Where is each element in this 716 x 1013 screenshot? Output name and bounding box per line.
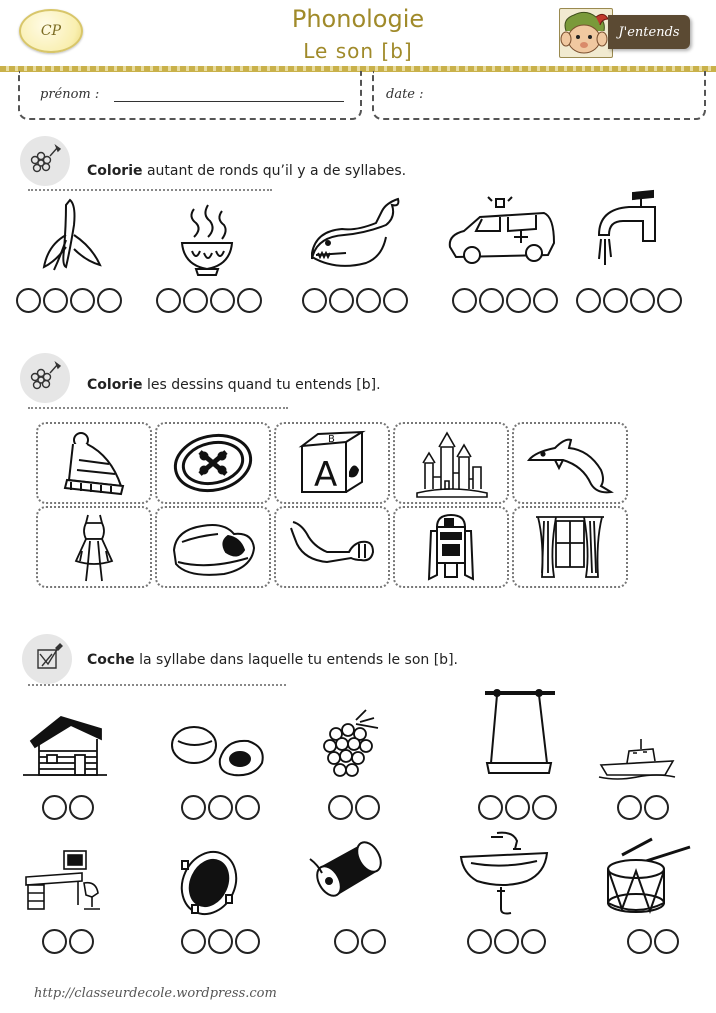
balancoire-picture (480, 686, 560, 782)
faucet-picture (592, 186, 670, 272)
name-label: prénom : (40, 87, 100, 102)
framboise-picture (316, 708, 386, 784)
bateau-picture (596, 736, 678, 782)
section-tag-label: J'entends (618, 24, 680, 40)
grade-badge-label: CP (40, 23, 62, 39)
syllable-circle[interactable] (69, 929, 94, 954)
syllable-circle[interactable] (452, 288, 477, 313)
syllable-circle[interactable] (494, 929, 519, 954)
syllable-circle[interactable] (208, 929, 233, 954)
instruction-3-underline (28, 684, 286, 686)
paintbrush-flower-icon (20, 353, 70, 403)
syllable-circle[interactable] (210, 288, 235, 313)
syllable-circle[interactable] (328, 795, 353, 820)
card-dauphin[interactable] (512, 422, 628, 504)
syllable-circles-banana[interactable] (16, 288, 122, 313)
paintbrush-flower-icon (20, 136, 70, 186)
syllable-circle[interactable] (576, 288, 601, 313)
syllable-circle[interactable] (329, 288, 354, 313)
card-rideau[interactable] (512, 506, 628, 588)
syllable-circle[interactable] (532, 795, 557, 820)
instruction-1-verb: Colorie (87, 163, 143, 179)
card-robot[interactable] (393, 506, 509, 588)
date-label: date : (386, 87, 424, 102)
syllable-circles-tambourin[interactable] (181, 929, 260, 954)
syllable-circle[interactable] (235, 929, 260, 954)
syllable-circle[interactable] (42, 795, 67, 820)
syllable-circle[interactable] (183, 288, 208, 313)
instruction-1-text: autant de ronds qu’il y a de syllabes. (142, 163, 407, 179)
bowl-picture (172, 200, 242, 280)
instruction-2 (87, 377, 381, 393)
mascot-image (559, 8, 613, 58)
syllable-circle[interactable] (356, 288, 381, 313)
syllable-circle[interactable] (644, 795, 669, 820)
syllable-circles-balancoire[interactable] (478, 795, 557, 820)
syllable-circles-framboise[interactable] (328, 795, 380, 820)
tambour-picture (602, 832, 696, 920)
footer-url[interactable]: http://classeurdecole.wordpress.com (34, 986, 277, 1001)
card-chateau[interactable] (393, 422, 509, 504)
syllable-circle[interactable] (533, 288, 558, 313)
section-tag (608, 15, 690, 49)
syllable-circle[interactable] (521, 929, 546, 954)
syllable-circle[interactable] (70, 288, 95, 313)
card-bouton[interactable] (155, 422, 271, 504)
syllable-circle[interactable] (156, 288, 181, 313)
syllable-circle[interactable] (383, 288, 408, 313)
instruction-1 (87, 163, 406, 179)
syllable-circles-ambulance[interactable] (452, 288, 558, 313)
pencil-check-icon (22, 634, 72, 684)
bobine-picture (308, 838, 384, 908)
syllable-circles-whale[interactable] (302, 288, 408, 313)
cabane-picture (20, 710, 108, 780)
syllable-circles-bureau[interactable] (42, 929, 94, 954)
instruction-3-verb: Coche (87, 652, 135, 668)
instruction-3 (87, 652, 458, 668)
syllable-circle[interactable] (237, 288, 262, 313)
banana-picture (34, 194, 108, 276)
syllable-circle[interactable] (208, 795, 233, 820)
syllable-circle[interactable] (16, 288, 41, 313)
instruction-2-verb: Colorie (87, 377, 143, 393)
syllable-circles-abricot[interactable] (181, 795, 260, 820)
syllable-circle[interactable] (478, 795, 503, 820)
syllable-circles-faucet[interactable] (576, 288, 682, 313)
syllable-circles-cabane[interactable] (42, 795, 94, 820)
syllable-circle[interactable] (603, 288, 628, 313)
syllable-circles-tambour[interactable] (627, 929, 679, 954)
card-bras[interactable] (274, 506, 390, 588)
instruction-2-text: les dessins quand tu entends [b]. (142, 377, 381, 393)
syllable-circle[interactable] (355, 795, 380, 820)
syllable-circle[interactable] (43, 288, 68, 313)
syllable-circles-bobine[interactable] (334, 929, 386, 954)
instruction-2-underline (28, 407, 288, 409)
card-bonnet[interactable] (36, 422, 152, 504)
card-robe[interactable] (36, 506, 152, 588)
ambulance-picture (443, 194, 559, 272)
date-field-box[interactable] (372, 71, 706, 120)
syllable-circle[interactable] (505, 795, 530, 820)
syllable-circle[interactable] (181, 795, 206, 820)
svg-text:B: B (328, 434, 335, 445)
syllable-circle[interactable] (657, 288, 682, 313)
instruction-3-text: la syllabe dans laquelle tu entends le son [b]. (134, 652, 458, 668)
syllable-circle[interactable] (302, 288, 327, 313)
tambourin-picture (176, 842, 242, 920)
syllable-circle[interactable] (627, 929, 652, 954)
svg-text:A: A (314, 455, 338, 495)
syllable-circle[interactable] (467, 929, 492, 954)
syllable-circle[interactable] (479, 288, 504, 313)
page-title: Phonologie (291, 5, 425, 33)
syllable-circle[interactable] (361, 929, 386, 954)
syllable-circle[interactable] (617, 795, 642, 820)
name-line[interactable] (114, 101, 344, 102)
syllable-circle[interactable] (630, 288, 655, 313)
syllable-circle[interactable] (42, 929, 67, 954)
syllable-circle[interactable] (506, 288, 531, 313)
card-cube[interactable] (274, 422, 390, 504)
bureau-picture (22, 846, 102, 914)
syllable-circle[interactable] (654, 929, 679, 954)
name-field-box[interactable] (18, 71, 362, 120)
instruction-1-underline (28, 189, 272, 191)
page-subtitle: Le son [b] (303, 39, 413, 63)
syllable-circles-lavabo[interactable] (467, 929, 546, 954)
syllable-circles-bowl[interactable] (156, 288, 262, 313)
syllable-circles-bateau[interactable] (617, 795, 669, 820)
whale-picture (306, 196, 402, 278)
abricot-picture (168, 718, 268, 782)
syllable-circle[interactable] (69, 795, 94, 820)
syllable-circle[interactable] (334, 929, 359, 954)
syllable-circle[interactable] (235, 795, 260, 820)
syllable-circle[interactable] (97, 288, 122, 313)
card-sabot[interactable] (155, 506, 271, 588)
syllable-circle[interactable] (181, 929, 206, 954)
lavabo-picture (456, 828, 552, 918)
